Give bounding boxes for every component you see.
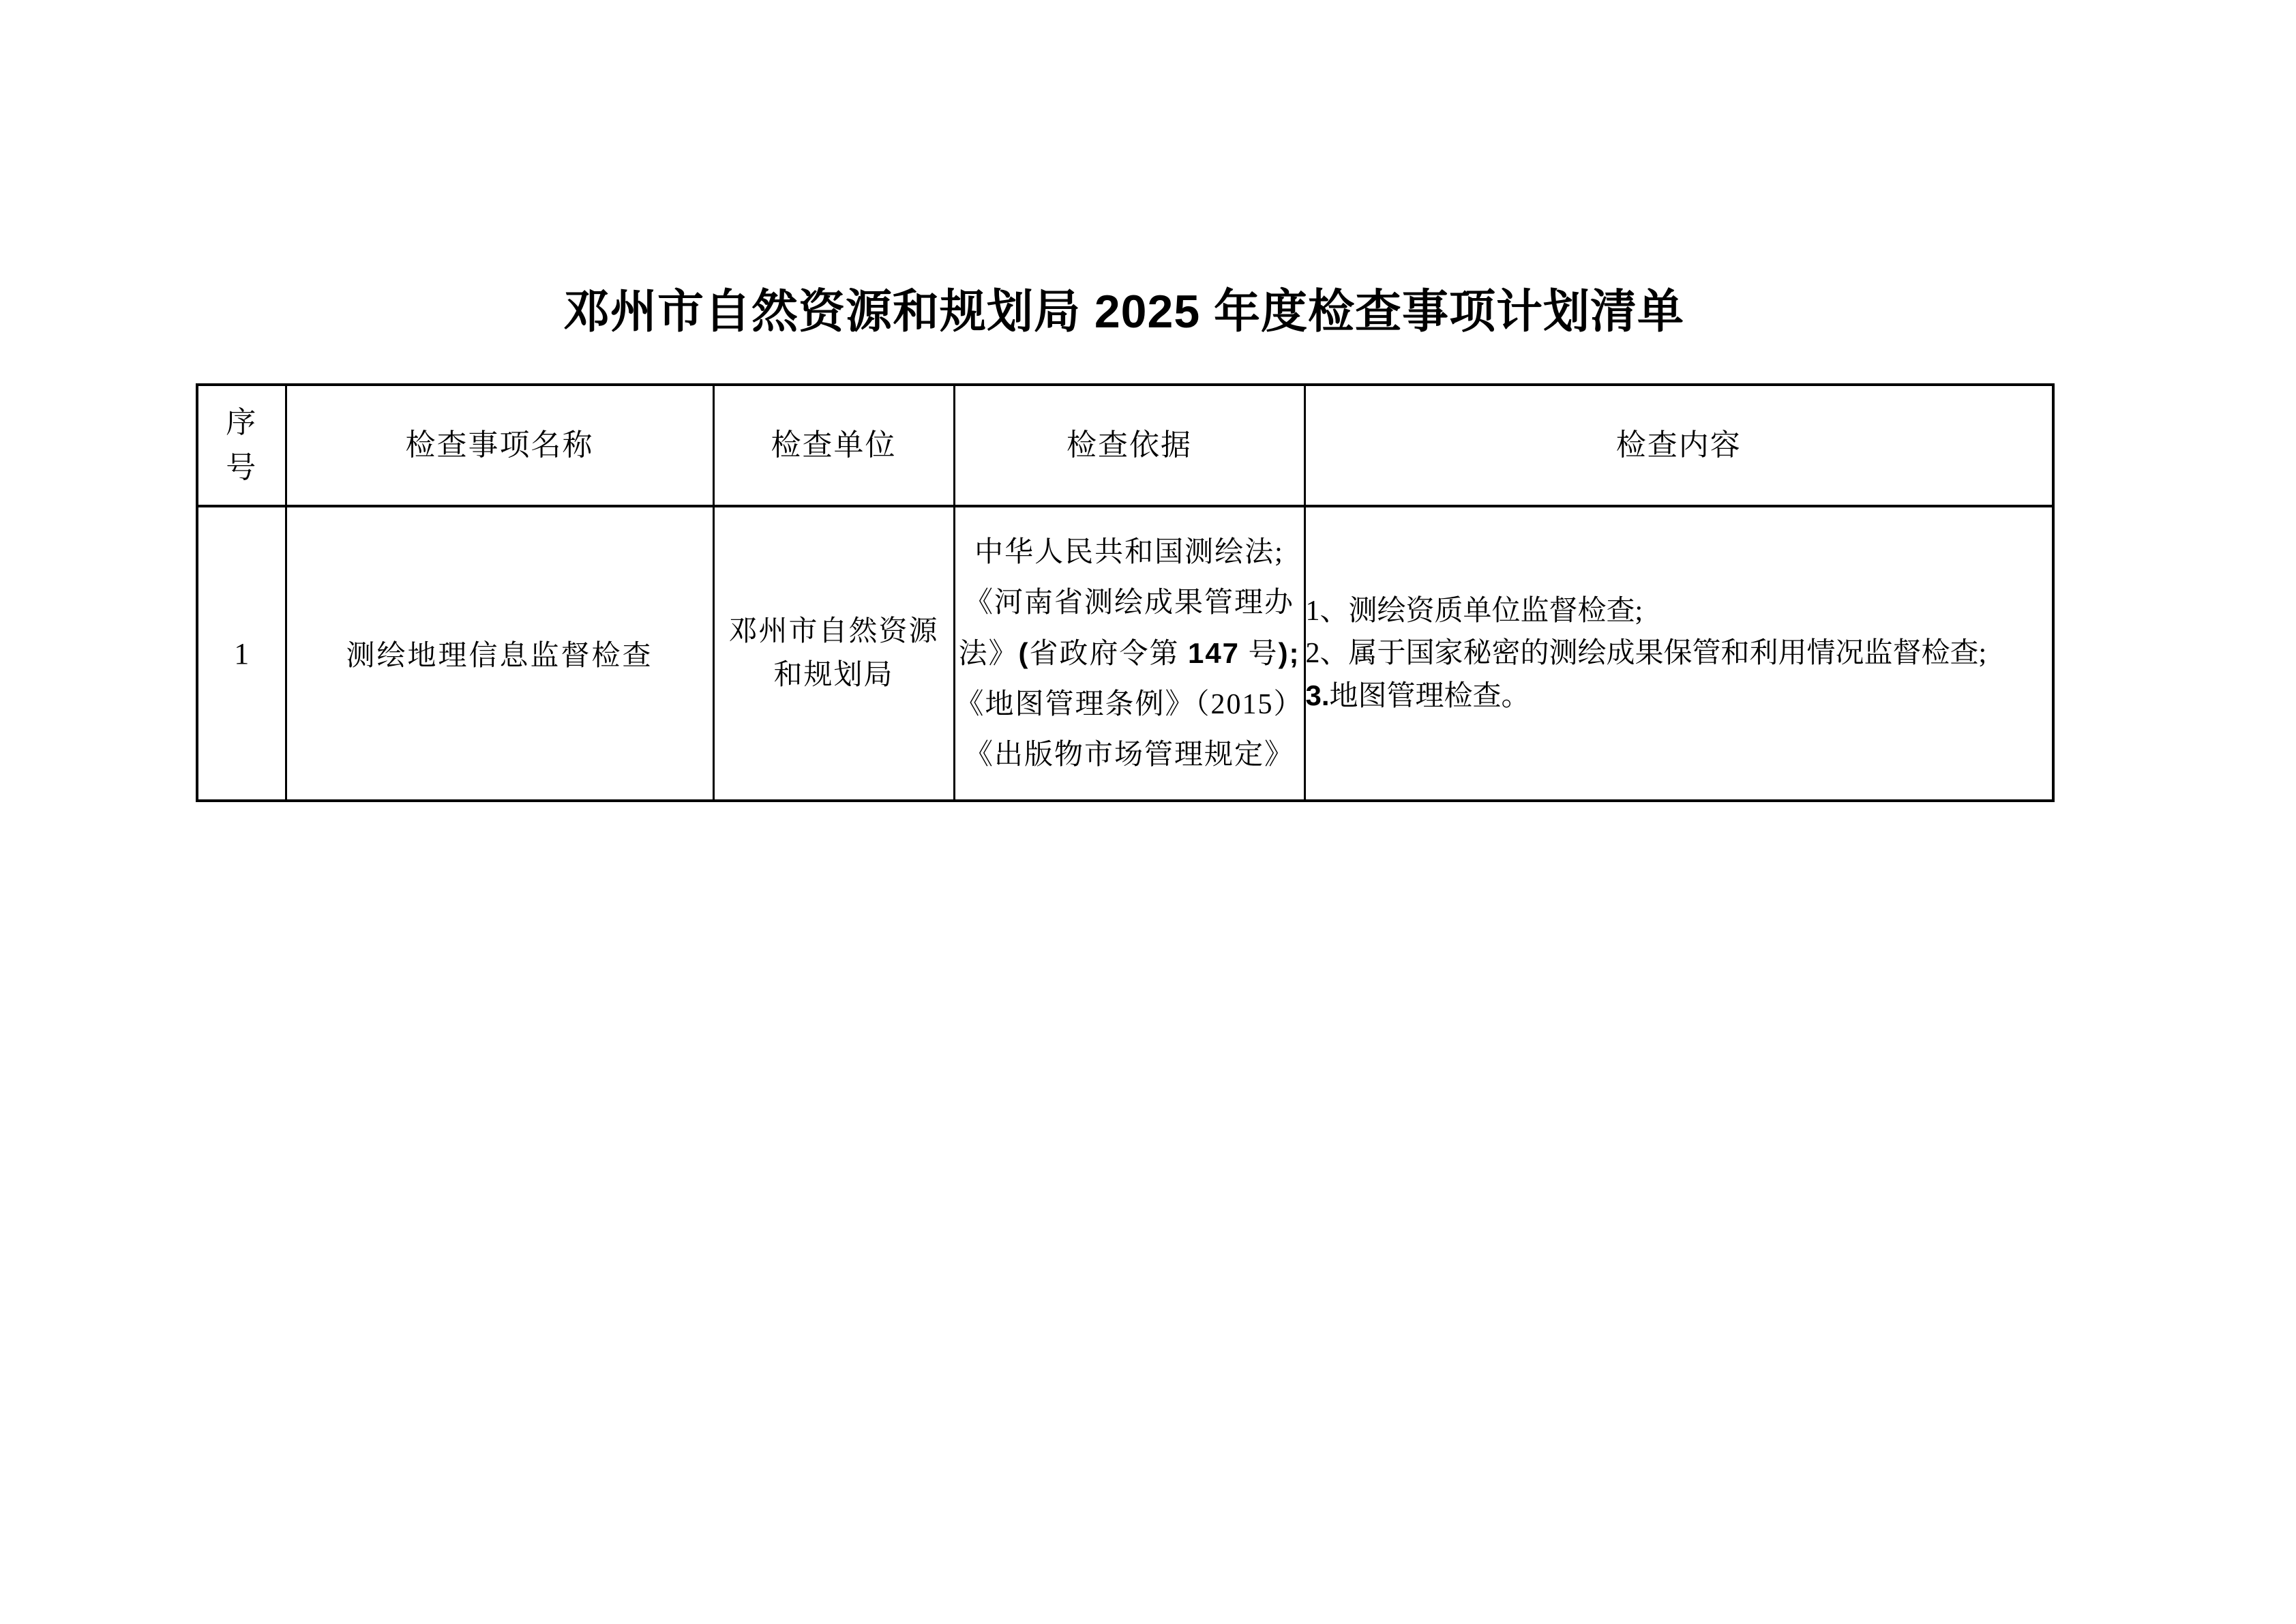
basis-run-serif: 法》: [958, 638, 1019, 670]
header-cell-inspect-content: 检查内容: [1304, 385, 2053, 506]
header-cell-inspect-unit: 检查单位: [713, 385, 954, 506]
header-serial-label: 序号: [226, 406, 258, 484]
unit-line-2: 和规划局: [773, 660, 894, 691]
document-title: 邓州市自然资源和规划局 2025 年度检查事项计划清单: [563, 286, 1685, 338]
cell-item-name: 测绘地理信息监督检查: [286, 506, 713, 801]
basis-run-number: 147: [1187, 636, 1240, 669]
content-run-text: 地图管理检查。: [1329, 680, 1530, 712]
basis-run-serif: 号: [1240, 638, 1279, 670]
header-cell-inspect-basis: 检查依据: [954, 385, 1304, 506]
basis-run-paren-open: (: [1018, 636, 1030, 669]
basis-line-5: 《出版物市场管理规定》: [964, 739, 1294, 771]
basis-line-4: 《地图管理条例》（2015）: [955, 688, 1304, 720]
basis-line-2: 《河南省测绘成果管理办: [964, 587, 1294, 619]
cell-serial-number: 1: [197, 506, 286, 801]
basis-run-serif: 省政府令第: [1029, 638, 1188, 670]
cell-inspect-basis: [954, 506, 1304, 801]
table-header-row: [197, 385, 2053, 506]
basis-line-3: [955, 628, 1304, 679]
basis-run-paren-close: );: [1278, 636, 1300, 669]
content-item-2: 2、属于国家秘密的测绘成果保管和利用情况监督检查;: [1305, 637, 1987, 669]
cell-inspect-unit: [713, 506, 954, 801]
basis-line-1: 中华人民共和国测绘法;: [974, 536, 1284, 568]
cell-inspect-content: [1304, 506, 2053, 801]
content-run-number: 3.: [1305, 679, 1330, 711]
unit-line-1: 邓州市自然资源: [728, 616, 939, 647]
inspection-plan-table: [196, 383, 2055, 802]
table-row: [197, 506, 2053, 801]
content-item-3: [1306, 675, 2053, 718]
content-item-1: 1、测绘资质单位监督检查;: [1305, 595, 1643, 627]
header-cell-item-name: 检查事项名称: [286, 385, 713, 506]
header-cell-serial-number: [197, 385, 286, 506]
